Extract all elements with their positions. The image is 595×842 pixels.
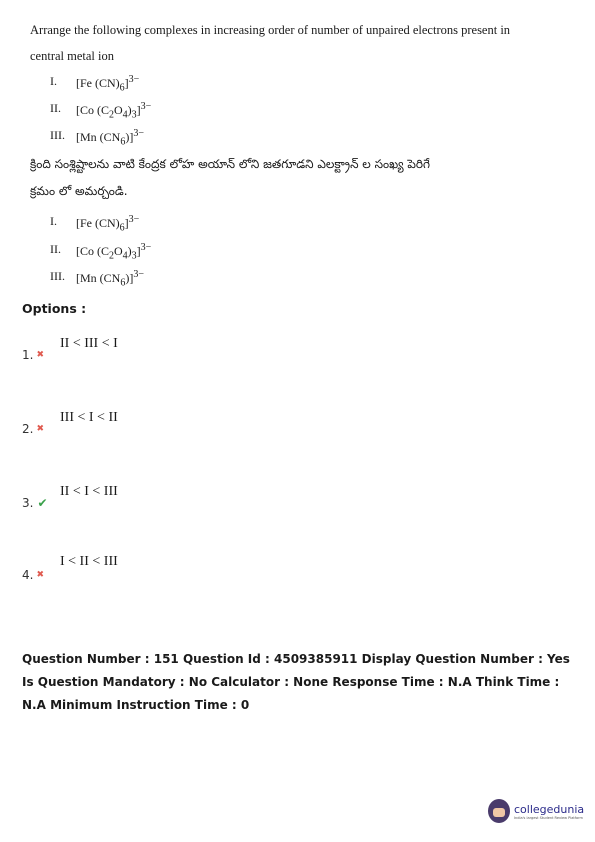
complex-numeral: II.: [50, 242, 61, 256]
option-number: [22, 348, 44, 362]
complex-numeral: I.: [50, 74, 57, 88]
complex-formula: [Co $(C_2O_4)_3]^{3-}$: [76, 101, 152, 121]
options-title: Options :: [22, 301, 87, 316]
complex-formula: [Co $(C_2O_4)_3]^{3-}$: [76, 242, 152, 262]
complex-row: [50, 242, 151, 261]
option-number: [22, 568, 44, 582]
question-telugu-line1: క్రింది సంశ్లిష్టాలను వాటి కేంద్రక లోహ అయాన్ లోని జతగూడని ఎలక్ట్రాన్ ల సంఖ్య పెరిగే: [30, 157, 431, 171]
check-icon: ✔: [37, 496, 48, 510]
option-number-label: 2.: [22, 422, 34, 436]
mascot-icon: [488, 799, 510, 823]
option-number: [22, 496, 48, 510]
collegedunia-logo: [488, 799, 584, 823]
complex-formula: [Fe $(CN)_6]^{3-}$: [76, 214, 140, 234]
option-number-label: 1.: [22, 348, 34, 362]
complex-formula: [Fe $(CN)_6]^{3-}$: [76, 74, 140, 94]
logo-tagline: India's largest Student Review Platform: [514, 815, 583, 820]
complex-numeral: III.: [50, 269, 65, 283]
logo-name: collegedunia: [514, 802, 585, 816]
complex-row: [50, 269, 144, 288]
question-meta: Question Number : 151 Question Id : 4509385911 Display Question Number : Yes Is Question Mandatory : No Calculator : None Response Time : N.A Think Time : N.A Minimum Instruction Time : 0: [22, 652, 570, 712]
option-number-label: 4.: [22, 568, 34, 582]
wrong-icon: ✖: [36, 424, 44, 434]
complex-row: [50, 101, 151, 120]
option-number-label: 3.: [22, 496, 34, 510]
complex-row: [50, 74, 139, 93]
complex-numeral: III.: [50, 128, 65, 142]
wrong-icon: ✖: [36, 570, 44, 580]
complex-formula: [Mn $(CN_6)]^{3-}$: [76, 269, 144, 289]
complex-row: [50, 214, 139, 233]
question-telugu-line2: క్రమం లో అమర్చండి.: [30, 184, 128, 198]
wrong-icon: ✖: [36, 350, 44, 360]
complex-numeral: II.: [50, 101, 61, 115]
option-number: [22, 422, 44, 436]
option-text: III < I < II: [60, 410, 118, 425]
option-text: II < I < III: [60, 484, 118, 499]
option-text: I < II < III: [60, 554, 118, 569]
complex-formula: [Mn $(CN_6)]^{3-}$: [76, 128, 144, 148]
complex-numeral: I.: [50, 214, 57, 228]
question-english-line2: central metal ion: [30, 49, 114, 63]
option-text: II < III < I: [60, 336, 118, 351]
question-english-line1: Arrange the following complexes in increasing order of number of unpaired electrons present in: [30, 23, 511, 37]
complex-row: [50, 128, 144, 147]
